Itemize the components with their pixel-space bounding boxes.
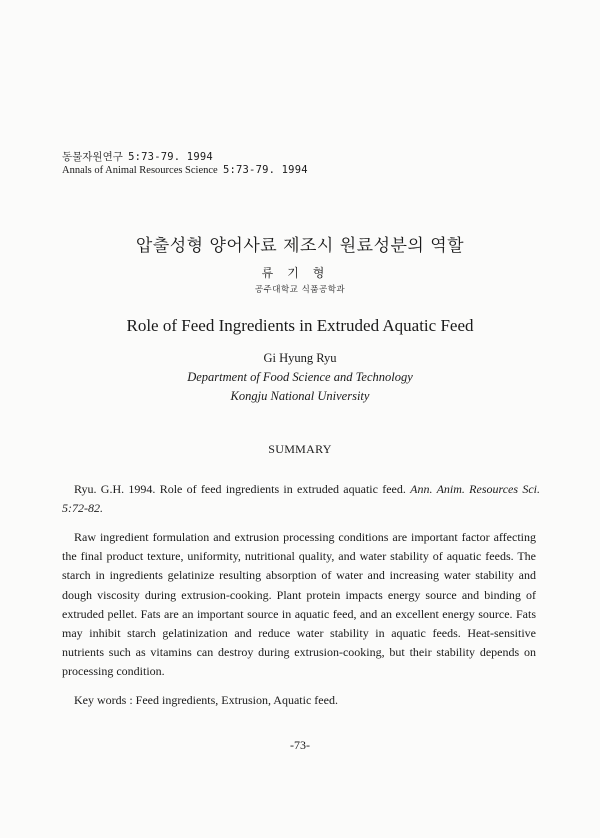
english-title: Role of Feed Ingredients in Extruded Aquatic Feed [126,316,474,335]
english-department: Department of Food Science and Technology [187,370,413,384]
korean-author: 류기형 [261,266,339,280]
summary-heading: SUMMARY [268,442,332,456]
korean-affiliation: 공주대학교 식품공학과 [254,285,346,295]
page-number: -73- [290,738,310,752]
citation-journal: Ann. Anim. Resources Sci. 5:72-82. [62,482,540,515]
english-university: Kongju National University [230,389,370,403]
journal-en-line [62,164,308,177]
journal-ko-volume: 5:73-79. 1994 [128,151,213,163]
citation-text: Ryu. G.H. 1994. Role of feed ingredients in extruded aquatic feed. [74,482,406,496]
journal-header [62,151,308,177]
journal-en-volume: 5:73-79. 1994 [222,164,308,176]
journal-ko-line [62,151,308,164]
korean-title: 압출성형 양어사료 제조시 원료성분의 역할 [135,236,465,256]
journal-ko-name: 동물자원연구 [62,152,123,163]
english-author: Gi Hyung Ryu [263,351,337,365]
citation [62,480,540,518]
journal-en-name: Annals of Animal Resources Science [62,165,218,176]
keywords: Key words : Feed ingredients, Extrusion, Aquatic feed. [74,693,338,707]
abstract-body: Raw ingredient formulation and extrusion processing conditions are important factor affecting the final product texture, uniformity, nutritional quality, and water stability of aquatic feeds. The starch in ingredients gelatinize resulting absorption of water and increasing water stability and dough viscosity during extrusion-cooking. Plant protein impacts energy source and binding of extruded pellet. Fats are an important source in aquatic feed, and an excellent energy source. Fats may inhibit starch gelatinization and reduce water stability in aquatic feeds. Heat-sensitive nutrients such as vitamins can destroy during extrusion-cooking, but their stability depends on processing condition. [62,530,536,679]
